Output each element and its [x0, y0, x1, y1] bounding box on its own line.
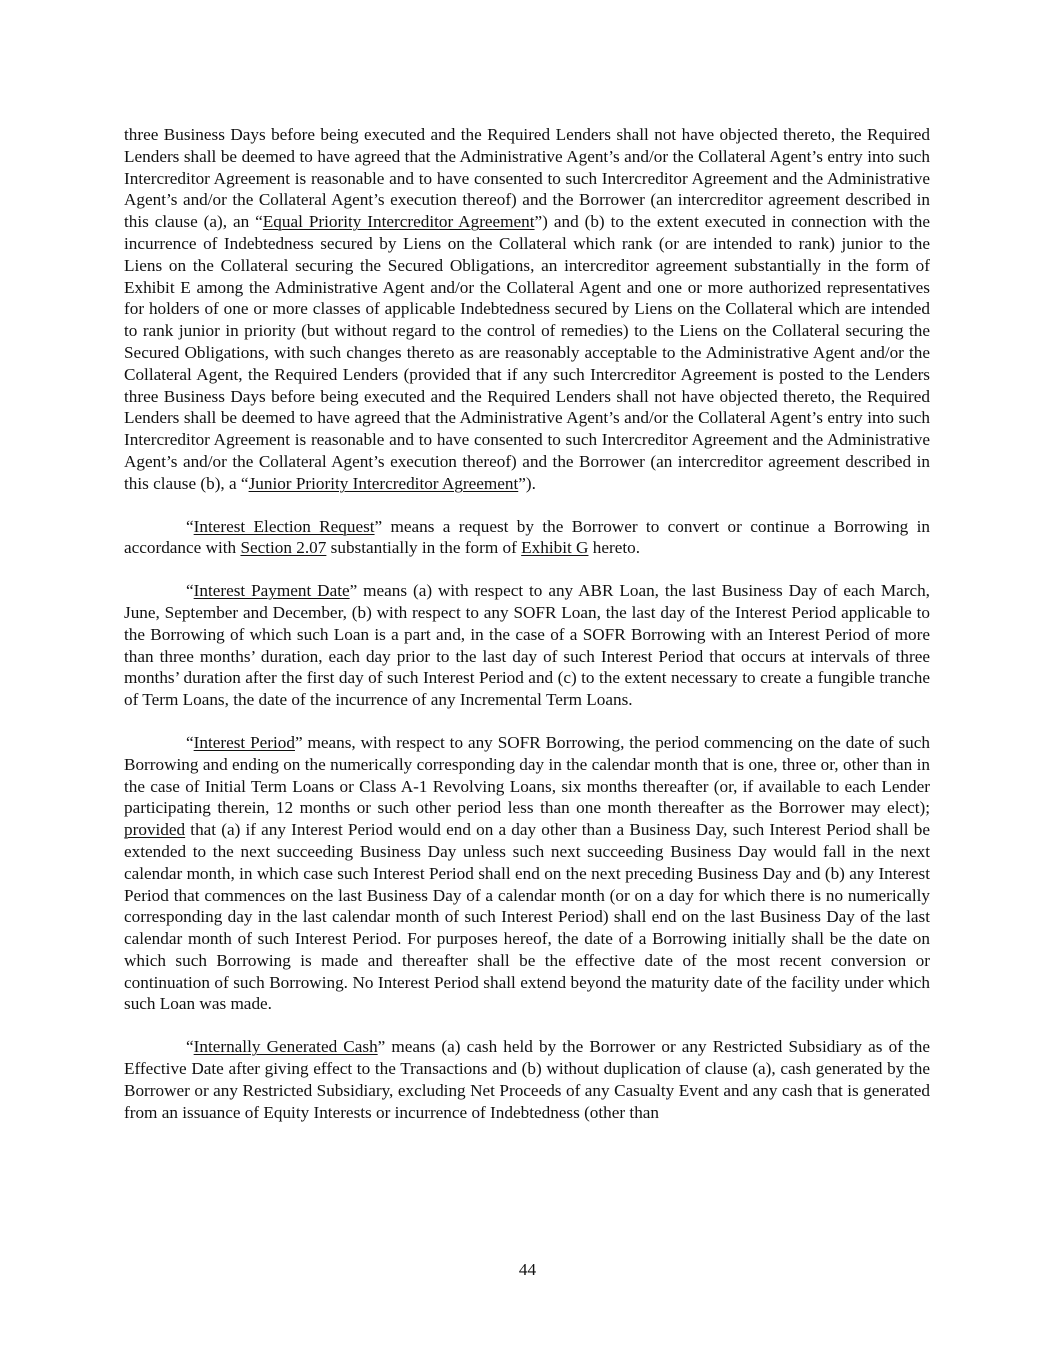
definition-text: substantially in the form of: [326, 538, 522, 558]
open-quote: “: [186, 1037, 194, 1057]
defined-term-junior-priority-intercreditor-agreement: Junior Priority Intercreditor Agreement: [248, 473, 519, 493]
definition-text: hereto.: [588, 538, 641, 558]
section-2-07-link[interactable]: Section 2.07: [240, 538, 327, 558]
definition-text: ” means (a) cash held by the Borrower or any Restricted Subsidiary as of the Effective Date after giving effect to the Transactions and (b) without duplication of clause (a), cash generated by the Borrower or any Restricted Subsidiary, excluding Net Proceeds of any Casualty Event and any cash that is generated from an issuance of Equity Interests or incurrence of Indebtedness (other than: [124, 1037, 930, 1122]
proviso-provided: provided: [124, 820, 186, 840]
paragraph-text: three Business Days before being executed and the Required Lenders shall not have objected thereto, the Required Lenders shall be deemed to have agreed that the Administrative Agent’s and/or the Collateral Agent’s entry into such Intercreditor Agreement is reasonable and to have consented to such Intercreditor Agreement and the Administrative Agent’s and/or the Collateral Agent’s execution thereof) and the Borrower (an intercreditor agreement described in this clause (a), an “: [124, 125, 930, 232]
defined-term-interest-payment-date: Interest Payment Date: [193, 581, 350, 601]
definition-interest-election-request: [124, 516, 930, 560]
definition-text: ” means a request by the Borrower to convert or continue a Borrowing in accordance with: [124, 516, 930, 558]
open-quote: “: [186, 732, 194, 752]
definition-text: ” means (a) with respect to any ABR Loan, the last Business Day of each March, June, September and December, (b) with respect to any SOFR Loan, the last day of the Interest Period applicable to the Borrowing of which such Loan is a part and, in the case of a SOFR Borrowing with an Interest Period of more than three months’ duration, each day prior to the last day of such Interest Period that occurs at intervals of three months’ duration after the first day of such Interest Period and (c) to the extent necessary to create a fungible tranche of Term Loans, the date of the incurrence of any Incremental Term Loans.: [124, 581, 930, 710]
defined-term-interest-election-request: Interest Election Request: [193, 516, 375, 536]
open-quote: “: [186, 516, 194, 536]
open-quote: “: [186, 581, 194, 601]
definition-interest-payment-date: [124, 580, 930, 711]
definition-text: ” means, with respect to any SOFR Borrowing, the period commencing on the date of such Borrowing and ending on the numerically corresponding day in the calendar month that is one, three or, other than in the case of Initial Term Loans or Class A-1 Revolving Loans, six months thereafter (or, if available to each Lender participating therein, 12 months or such other period less than one month thereafter as the Borrower may elect);: [124, 732, 930, 818]
paragraph-intercreditor-continuation: [124, 124, 930, 495]
page-body: [124, 124, 930, 1123]
defined-term-interest-period: Interest Period: [193, 732, 295, 752]
defined-term-equal-priority-intercreditor-agreement: Equal Priority Intercreditor Agreement: [262, 212, 535, 232]
page-number: 44: [518, 1260, 537, 1279]
paragraph-text: ”) and (b) to the extent executed in connection with the incurrence of Indebtedness secured by Liens on the Collateral which rank (or are intended to rank) junior to the Liens on the Collateral securing the Secured Obligations, an intercreditor agreement substantially in the form of Exhibit E among the Administrative Agent and/or the Collateral Agent and one or more authorized representatives for holders of one or more classes of applicable Indebtedness secured by Liens on the Collateral which are intended to rank junior in priority (but without regard to the control of remedies) to the Liens on the Collateral securing the Secured Obligations, with such changes thereto as are reasonably acceptable to the Administrative Agent and/or the Collateral Agent, the Required Lenders (provided that if any such Intercreditor Agreement is posted to the Lenders three Business Days before being executed and the Required Lenders shall not have objected thereto, the Required Lenders shall be deemed to have agreed that the Administrative Agent’s and/or the Collateral Agent’s entry into such Intercreditor Agreement is reasonable and to have consented to such Intercreditor Agreement and the Administrative Agent’s and/or the Collateral Agent’s execution thereof) and the Borrower (an intercreditor agreement described in this clause (b), a “: [124, 212, 930, 493]
definition-internally-generated-cash: [124, 1036, 930, 1123]
definition-text: that (a) if any Interest Period would end on a day other than a Business Day, such Interest Period shall be extended to the next succeeding Business Day unless such next succeeding Business Day would fall in the next calendar month, in which case such Interest Period shall end on the next preceding Business Day and (b) any Interest Period that commences on the last Business Day of a calendar month (or on a day for which there is no numerically corresponding day in the last calendar month of such Interest Period) shall end on the last Business Day of the last calendar month of such Interest Period. For purposes hereof, the date of a Borrowing initially shall be the date on which such Borrowing is made and thereafter shall be the effective date of the most recent conversion or continuation of such Borrowing. No Interest Period shall extend beyond the maturity date of the facility under which such Loan was made.: [124, 820, 930, 1014]
exhibit-g-link[interactable]: Exhibit G: [521, 538, 589, 558]
paragraph-text: ”).: [518, 473, 536, 493]
defined-term-internally-generated-cash: Internally Generated Cash: [193, 1037, 378, 1057]
definition-interest-period: [124, 732, 930, 1015]
